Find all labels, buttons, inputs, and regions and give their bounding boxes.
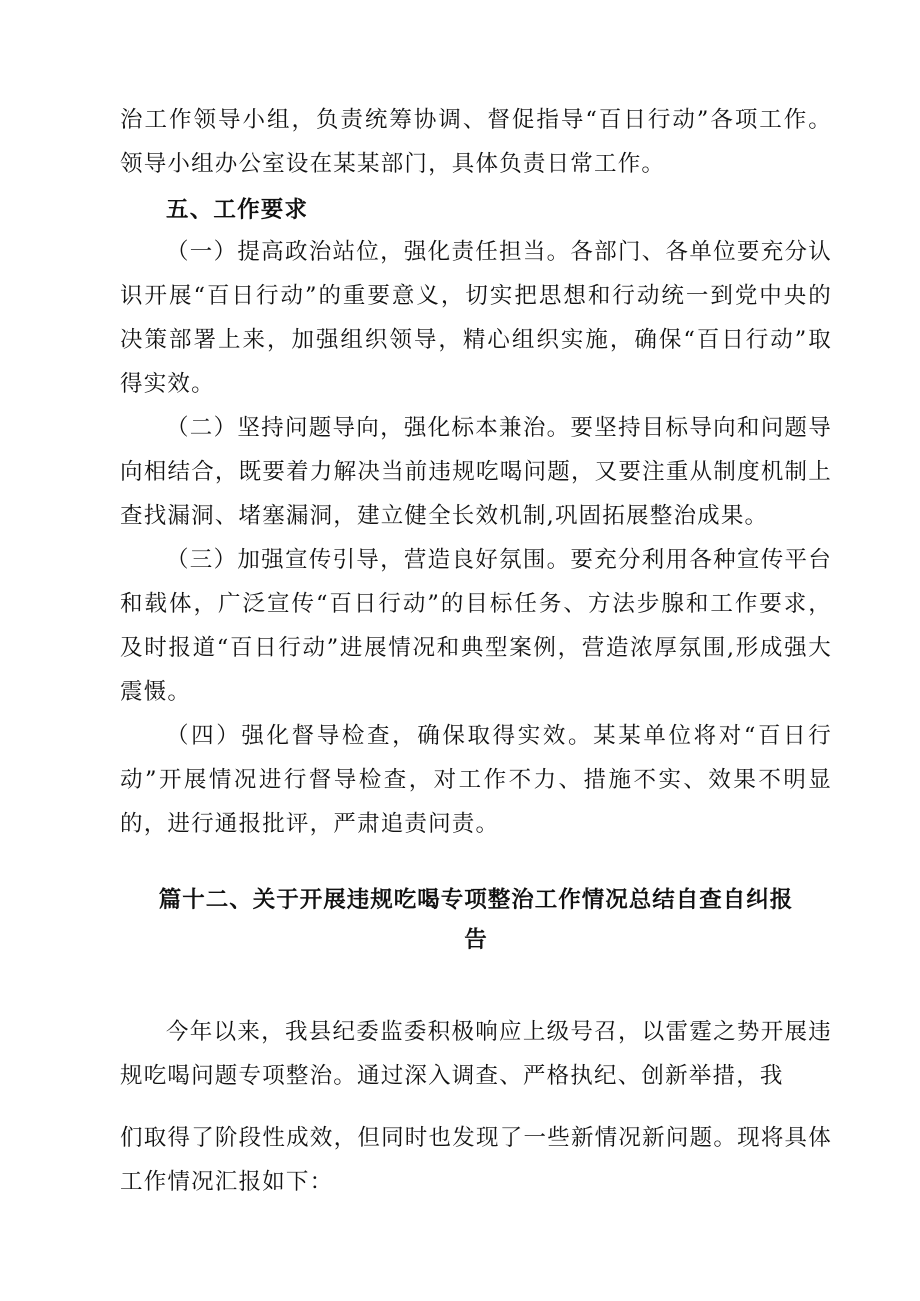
requirement-paragraph-2: （二）坚持问题导向，强化标本兼治。要坚持目标导向和问题导向相结合，既要着力解决当前违规吃喝问题，又要注重从制度机制上查找漏洞、堵塞漏洞，建立健全长效机制,巩固拓展整治成果。 — [120, 415, 832, 529]
intro-paragraph-part-2: 们取得了阶段性成效，但同时也发现了一些新情况新问题。现将具体工作情况汇报如下： — [120, 1125, 832, 1195]
requirement-paragraph-1: （一）提高政治站位，强化责任担当。各部门、各单位要充分认识开展“百日行动”的重要意义，切实把思想和行动统一到党中央的决策部署上来，加强组织领导，精心组织实施，确保“百日行动”取得实效。 — [120, 239, 832, 397]
paragraph-leadership-group: 治工作领导小组，负责统筹协调、督促指导“百日行动”各项工作。领导小组办公室设在某某部门，具体负责日常工作。 — [120, 107, 832, 177]
article-title-line-2: 告 — [464, 927, 488, 953]
intro-paragraph-part-1: 今年以来，我县纪委监委积极响应上级号召，以雷霆之势开展违规吃喝问题专项整治。通过深入调查、严格执纪、创新举措，我 — [120, 1019, 832, 1089]
requirement-paragraph-4: （四）强化督导检查，确保取得实效。某某单位将对“百日行动”开展情况进行督导检查，对工作不力、措施不实、效果不明显的，进行通报批评，严肃追责问责。 — [120, 723, 832, 837]
requirement-paragraph-3: （三）加强宣传引导，营造良好氛围。要充分利用各种宣传平台和载体，广泛宣传“百日行动”的目标任务、方法步腺和工作要求，及时报道“百日行动”进展情况和典型案例，营造浓厚氛围,形成强大震慑。 — [120, 547, 832, 705]
article-title-line-1: 篇十二、关于开展违规吃喝专项整治工作情况总结自查自纠报 — [158, 887, 794, 913]
article-title — [120, 880, 832, 960]
section-heading-work-requirements: 五、工作要求 — [166, 197, 309, 223]
